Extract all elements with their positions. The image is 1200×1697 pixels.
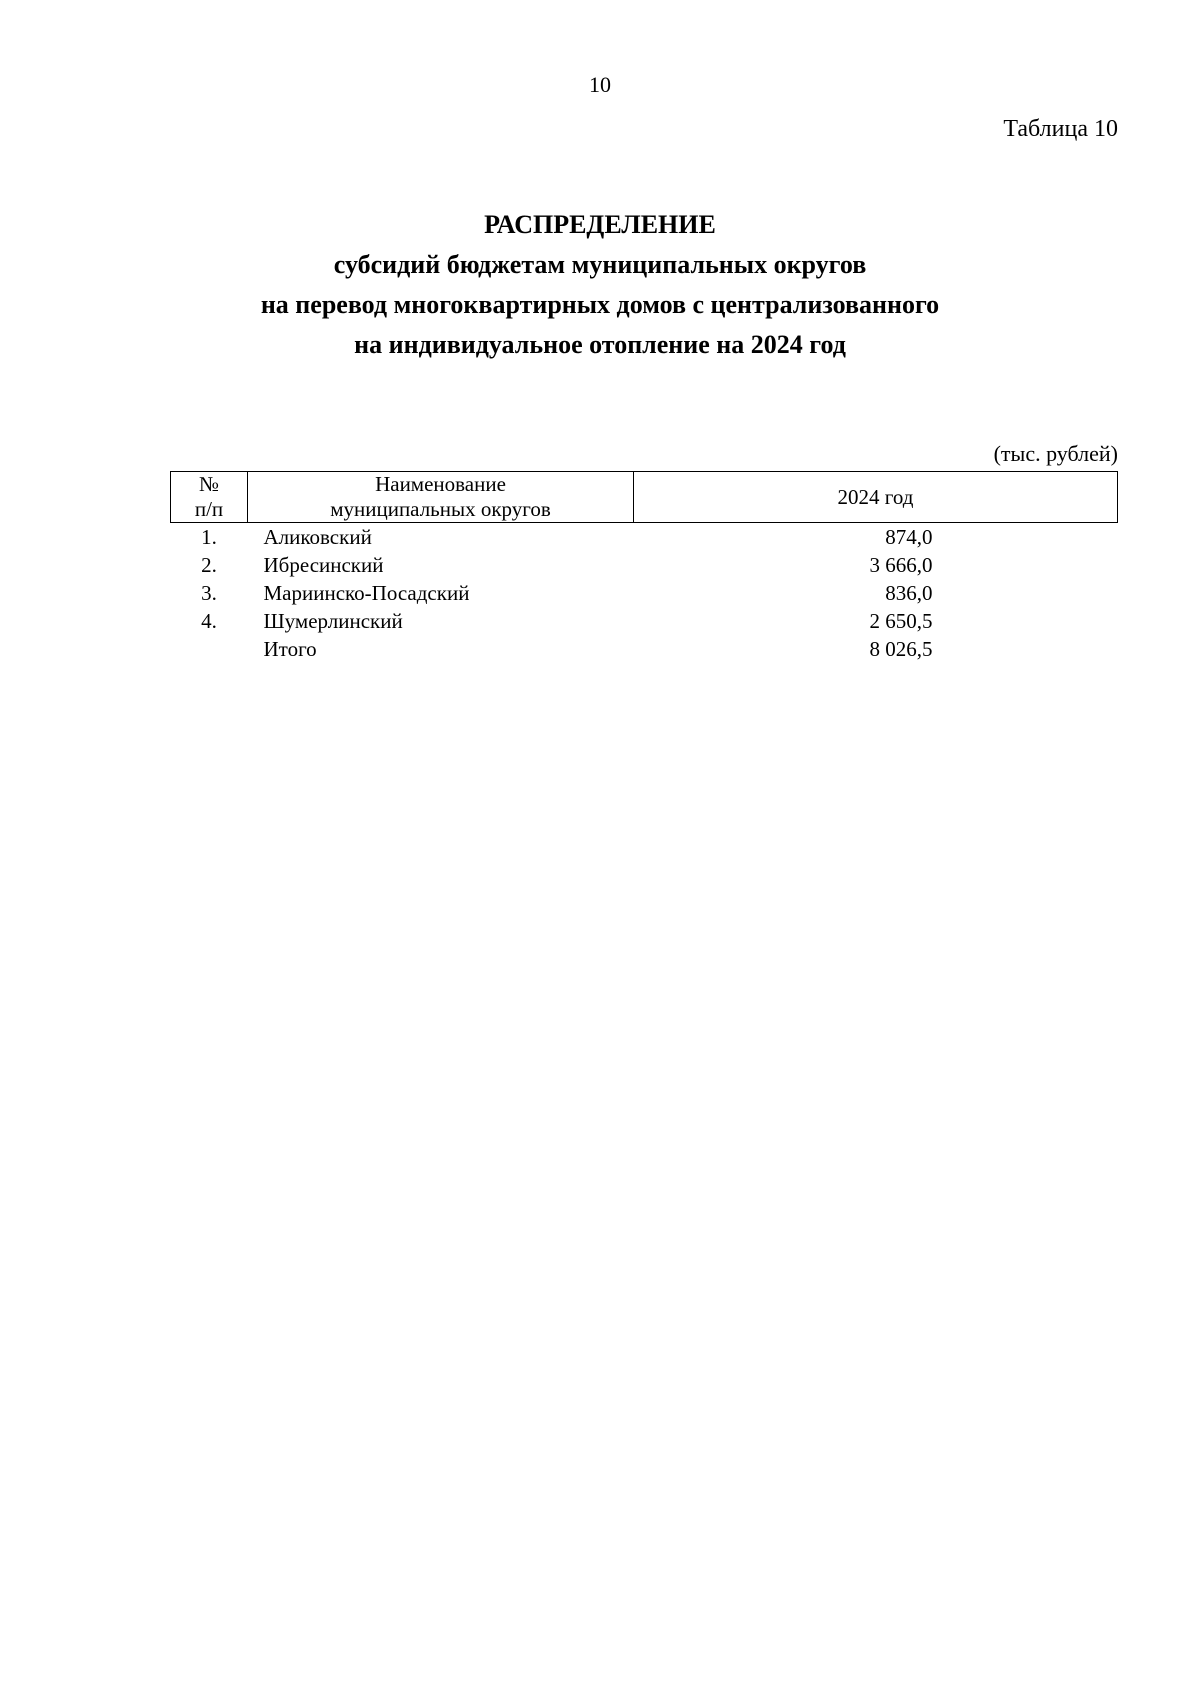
header-number [171,472,248,523]
row-name: Ибресинский [263,553,384,577]
header-name [248,472,634,523]
header-number-line1: № [198,472,220,496]
table-row [171,551,1118,579]
row-name: Шумерлинский [263,609,403,633]
title-line-2: на перевод многоквартирных домов с централизованного [260,290,940,319]
table-row [171,579,1118,607]
table-total-row [171,635,1118,663]
header-number-line2: п/п [194,497,224,521]
title-line-1: субсидий бюджетам муниципальных округов [333,250,867,279]
row-value: 2 650,5 [869,609,933,633]
header-name-line2: муниципальных округов [330,497,551,521]
total-label: Итого [263,637,317,661]
row-name: Аликовский [263,525,372,549]
total-number [171,635,248,663]
header-name-line1: Наименование [375,472,506,496]
header-year: 2024 год [634,472,1118,523]
title-main: РАСПРЕДЕЛЕНИЕ [484,210,716,239]
table-header-row [171,472,1118,523]
title-line-3: на индивидуальное отопление на 2024 год [354,330,846,359]
row-number: 3. [201,581,217,605]
row-value: 3 666,0 [869,553,933,577]
units-label: (тыс. рублей) [993,441,1118,466]
table-label: Таблица 10 [1003,116,1118,142]
row-number: 1. [201,525,217,549]
row-number: 2. [201,553,217,577]
subsidy-table [170,471,1118,663]
row-value: 874,0 [885,525,933,549]
table-row [171,607,1118,635]
row-name: Мариинско-Посадский [263,581,470,605]
total-value: 8 026,5 [869,637,933,661]
document-title [0,205,1200,365]
table-row [171,523,1118,552]
row-value: 836,0 [885,581,933,605]
row-number: 4. [201,609,217,633]
page-number: 10 [589,72,611,97]
